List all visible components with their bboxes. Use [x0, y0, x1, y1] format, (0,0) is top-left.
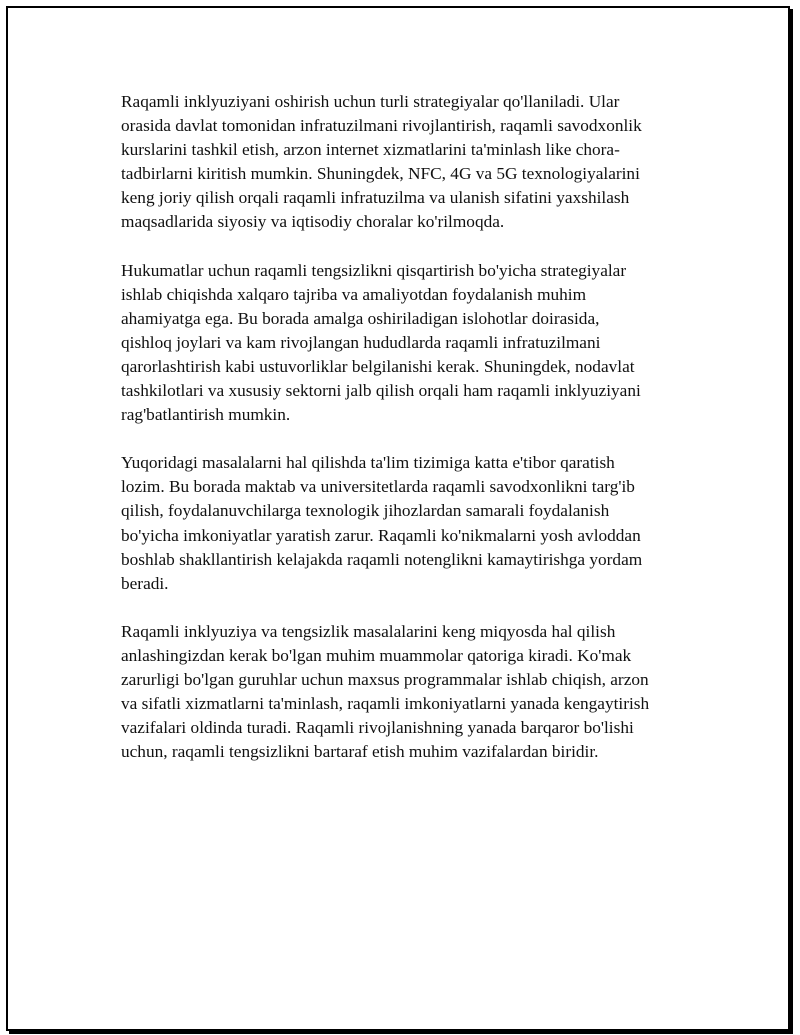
paragraph-2: Hukumatlar uchun raqamli tengsizlikni qisqartirish bo'yicha strategiyalar ishlab chiqishda xalqaro tajriba va amaliyotdan foydalanish muhim ahamiyatga ega. Bu borada amalga oshiriladigan islohotlar doirasida, qishloq joylari va kam rivojlangan hududlarda raqamli infratuzilmani qarorlashtirish kabi ustuvorliklar belgilanishi kerak. Shuningdek, nodavlat tashkilotlari va xususiy sektorni jalb qilish orqali ham raqamli inklyuziyani rag'batlantirish mumkin. — [121, 260, 641, 425]
paragraph-3: Yuqoridagi masalalarni hal qilishda ta'lim tizimiga katta e'tibor qaratish lozim. Bu borada maktab va universitetlarda raqamli savodxonlikni targ'ib qilish, foydalanuvchilarga texnologik jihozlardan samarali foydalanish bo'yicha imkoniyatlar yaratish zarur. Raqamli ko'nikmalarni yosh avloddan boshlab shakllantirish kelajakda raqamli notenglikni kamaytirishga yordam beradi. — [121, 453, 643, 593]
document-body — [121, 90, 701, 788]
page-frame — [6, 6, 790, 1031]
paragraph-1: Raqamli inklyuziyani oshirish uchun turli strategiyalar qo'llaniladi. Ular orasida davlat tomonidan infratuzilmani rivojlantirish, raqamli savodxonlik kurslarini tashkil etish, arzon internet xizmatlarini ta'minlash like chora- tadbirlarni kiritish mumkin. Shuningdek, NFC, 4G va 5G texnologiyalarini keng joriy qilish orqali raqamli infratuzilma va ulanish sifatini yaxshilash maqsadlarida siyosiy va iqtisodiy choralar ko'rilmoqda. — [121, 92, 642, 232]
paragraph-4: Raqamli inklyuziya va tengsizlik masalalarini keng miqyosda hal qilish anlashingizdan kerak bo'lgan muhim muammolar qatoriga kiradi. Ko'mak zarurligi bo'lgan guruhlar uchun maxsus programmalar ishlab chiqish, arzon va sifatli xizmatlarni ta'minlash, raqamli imkoniyatlarni yanada kengaytirish vazifalari oldinda turadi. Raqamli rivojlanishning yanada barqaror bo'lishi uchun, raqamli tengsizlikni bartaraf etish muhim vazifalardan biridir. — [121, 621, 650, 762]
